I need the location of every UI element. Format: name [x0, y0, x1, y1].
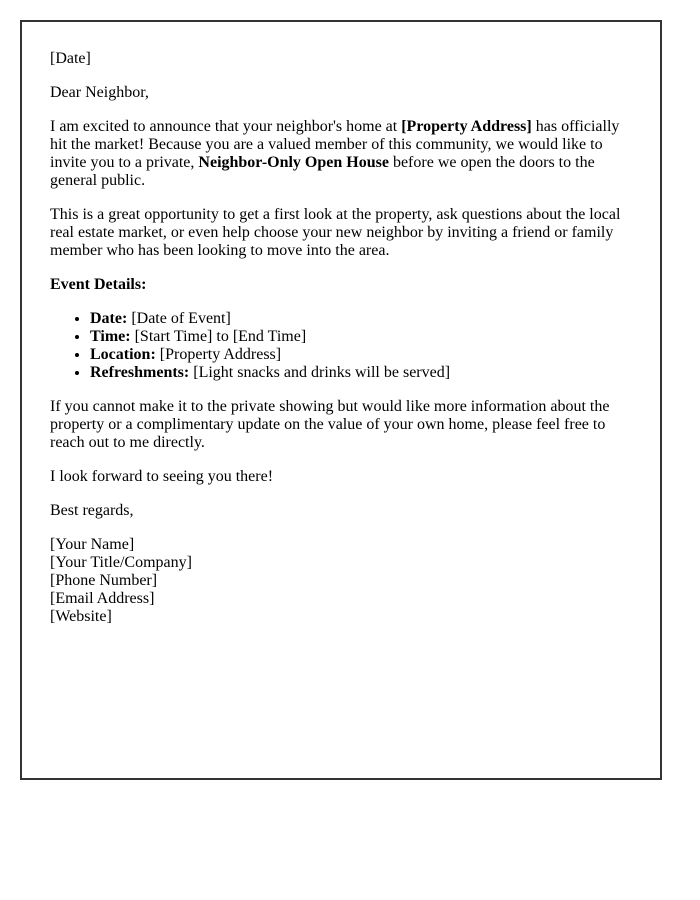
signature-block: [50, 536, 632, 626]
intro-run-2: has officially hit the market! Because you are a valued member of this community, we would like to invite you to a private,: [50, 118, 620, 171]
list-item-time-value: [Start Time] to [End Time]: [130, 328, 307, 345]
salutation: Dear Neighbor,: [50, 84, 149, 101]
event-details-heading: Event Details:: [50, 276, 147, 293]
intro-run-1: I am excited to announce that your neighbor's home at: [50, 118, 402, 135]
list-item-location: [90, 346, 632, 364]
more-info-paragraph: If you cannot make it to the private showing but would like more information about the property or a complimentary update on the value of your own home, please feel free to reach out to me directly.: [50, 398, 610, 451]
letter-container: [20, 20, 662, 780]
signature-name: [Your Name]: [50, 536, 135, 553]
date-line: [Date]: [50, 50, 91, 67]
open-house-emphasis: Neighbor-Only Open House: [198, 154, 389, 171]
signature-phone: [Phone Number]: [50, 572, 158, 589]
signature-website: [Website]: [50, 608, 112, 625]
list-item-refreshments: [90, 364, 632, 382]
list-item-date: [90, 310, 632, 328]
list-item-refreshments-value: [Light snacks and drinks will be served]: [189, 364, 451, 381]
property-address-placeholder: [Property Address]: [401, 118, 532, 135]
event-details-list: [50, 310, 632, 382]
list-item-time: [90, 328, 632, 346]
list-item-refreshments-label: Refreshments:: [90, 364, 190, 381]
signature-email: [Email Address]: [50, 590, 155, 607]
list-item-date-value: [Date of Event]: [127, 310, 231, 327]
intro-paragraph: [50, 118, 632, 190]
list-item-location-label: Location:: [90, 346, 156, 363]
closing-line: Best regards,: [50, 502, 134, 519]
opportunity-paragraph: This is a great opportunity to get a first look at the property, ask questions about the local real estate market, or even help choose your new neighbor by inviting a friend or family member who has been looking to move into the area.: [50, 206, 621, 259]
list-item-date-label: Date:: [90, 310, 128, 327]
intro-run-3: before we open the doors to the general public.: [50, 154, 595, 189]
look-forward-paragraph: I look forward to seeing you there!: [50, 468, 274, 485]
list-item-time-label: Time:: [90, 328, 131, 345]
list-item-location-value: [Property Address]: [155, 346, 282, 363]
signature-title-company: [Your Title/Company]: [50, 554, 192, 571]
